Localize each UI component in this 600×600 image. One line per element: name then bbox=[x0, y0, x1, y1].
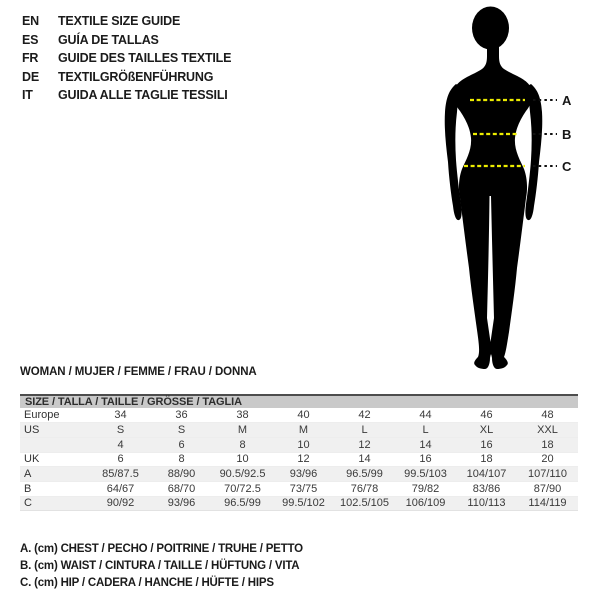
gender-heading: WOMAN / MUJER / FEMME / FRAU / DONNA bbox=[20, 366, 257, 378]
size-cell: 12 bbox=[273, 452, 334, 467]
size-cell: 96.5/99 bbox=[334, 467, 395, 482]
size-cell: 114/119 bbox=[517, 496, 578, 511]
language-list bbox=[22, 12, 231, 105]
table-row bbox=[20, 408, 578, 423]
row-label: A bbox=[20, 467, 90, 482]
language-title: GUÍA DE TALLAS bbox=[58, 32, 159, 47]
row-label: B bbox=[20, 481, 90, 496]
size-cell: 48 bbox=[541, 409, 554, 422]
size-cell: 4 bbox=[90, 437, 151, 452]
measurement-notes bbox=[20, 543, 303, 594]
size-cell: 83/86 bbox=[456, 481, 517, 496]
row-label: C bbox=[20, 496, 90, 511]
size-cell: 110/113 bbox=[456, 496, 517, 511]
size-cell: 6 bbox=[151, 437, 212, 452]
measurement-note: C. (cm) HIP / CADERA / HANCHE / HÜFTE / HIPS bbox=[20, 577, 274, 589]
size-cell: 68/70 bbox=[151, 481, 212, 496]
table-row bbox=[20, 452, 578, 467]
size-cell: 96.5/99 bbox=[212, 496, 273, 511]
size-cell: 102.5/105 bbox=[334, 496, 395, 511]
size-cell: 70/72.5 bbox=[212, 481, 273, 496]
measurement-note: A. (cm) CHEST / PECHO / POITRINE / TRUHE / PETTO bbox=[20, 543, 303, 555]
size-cell: 93/96 bbox=[151, 496, 212, 511]
language-row-de bbox=[22, 68, 231, 87]
language-row-fr bbox=[22, 49, 231, 68]
size-cell: 14 bbox=[395, 437, 456, 452]
language-row-it bbox=[22, 86, 231, 105]
size-cell: 6 bbox=[90, 452, 151, 467]
size-cell: 93/96 bbox=[273, 467, 334, 482]
size-cell: 90/92 bbox=[90, 496, 151, 511]
size-cell: 90.5/92.5 bbox=[212, 467, 273, 482]
size-cell: L bbox=[334, 423, 395, 438]
size-cell: 20 bbox=[517, 452, 578, 467]
size-cell: S bbox=[151, 423, 212, 438]
size-cell: 87/90 bbox=[517, 481, 578, 496]
language-row-en bbox=[22, 12, 231, 31]
size-table-header: SIZE / TALLA / TAILLE / GRÖSSE / TAGLIA bbox=[20, 394, 578, 408]
table-row bbox=[20, 467, 578, 482]
language-title: GUIDA ALLE TAGLIE TESSILI bbox=[58, 88, 228, 103]
size-cell: M bbox=[273, 423, 334, 438]
size-cell: 16 bbox=[395, 452, 456, 467]
language-title: TEXTILGRÖßENFÜHRUNG bbox=[58, 69, 214, 84]
size-cell: 42 bbox=[358, 409, 371, 422]
table-row bbox=[20, 437, 578, 452]
size-cell: 10 bbox=[273, 437, 334, 452]
size-cell: 38 bbox=[236, 409, 249, 422]
size-cell: 18 bbox=[517, 437, 578, 452]
size-cell: 106/109 bbox=[395, 496, 456, 511]
table-row bbox=[20, 481, 578, 496]
size-cell: 104/107 bbox=[456, 467, 517, 482]
size-cell: 10 bbox=[212, 452, 273, 467]
table-row bbox=[20, 423, 578, 438]
language-code: ES bbox=[22, 32, 39, 47]
woman-silhouette-figure bbox=[435, 0, 570, 372]
row-label: US bbox=[20, 423, 90, 438]
size-cell: 34 bbox=[114, 409, 127, 422]
marker-label-a: A bbox=[562, 93, 572, 108]
size-cell: 64/67 bbox=[90, 481, 151, 496]
language-code: FR bbox=[22, 51, 39, 66]
size-cell: 14 bbox=[334, 452, 395, 467]
silhouette-head bbox=[472, 7, 509, 50]
size-cell: XL bbox=[456, 423, 517, 438]
size-cell: 99.5/103 bbox=[395, 467, 456, 482]
language-code: DE bbox=[22, 69, 39, 84]
size-table-body bbox=[20, 408, 578, 511]
size-cell: 12 bbox=[334, 437, 395, 452]
language-code: EN bbox=[22, 14, 39, 29]
size-cell: 46 bbox=[480, 409, 493, 422]
size-cell: 44 bbox=[419, 409, 432, 422]
language-code: IT bbox=[22, 88, 33, 103]
size-cell: 79/82 bbox=[395, 481, 456, 496]
size-cell: 40 bbox=[297, 409, 310, 422]
row-label: UK bbox=[20, 452, 90, 467]
language-row-es bbox=[22, 31, 231, 50]
size-cell: M bbox=[212, 423, 273, 438]
marker-label-c: C bbox=[562, 159, 572, 174]
size-cell: XXL bbox=[517, 423, 578, 438]
table-row bbox=[20, 496, 578, 511]
size-cell: S bbox=[90, 423, 151, 438]
size-cell: 73/75 bbox=[273, 481, 334, 496]
size-cell: 76/78 bbox=[334, 481, 395, 496]
size-table bbox=[20, 394, 578, 511]
size-cell: 88/90 bbox=[151, 467, 212, 482]
woman-silhouette-svg bbox=[435, 0, 570, 372]
size-table-grid bbox=[20, 408, 578, 511]
size-cell: 36 bbox=[175, 409, 188, 422]
size-cell: 8 bbox=[151, 452, 212, 467]
language-title: TEXTILE SIZE GUIDE bbox=[58, 14, 181, 29]
size-cell: L bbox=[395, 423, 456, 438]
size-cell: 99.5/102 bbox=[273, 496, 334, 511]
size-cell: 107/110 bbox=[517, 467, 578, 482]
size-cell: 18 bbox=[456, 452, 517, 467]
size-cell: 85/87.5 bbox=[90, 467, 151, 482]
language-title: GUIDE DES TAILLES TEXTILE bbox=[58, 51, 232, 66]
row-label bbox=[20, 437, 90, 452]
row-label: Europe bbox=[24, 409, 60, 422]
size-cell: 8 bbox=[212, 437, 273, 452]
measurement-note: B. (cm) WAIST / CINTURA / TAILLE / HÜFTUNG / VITA bbox=[20, 560, 300, 572]
size-cell: 16 bbox=[456, 437, 517, 452]
marker-label-b: B bbox=[562, 127, 572, 142]
